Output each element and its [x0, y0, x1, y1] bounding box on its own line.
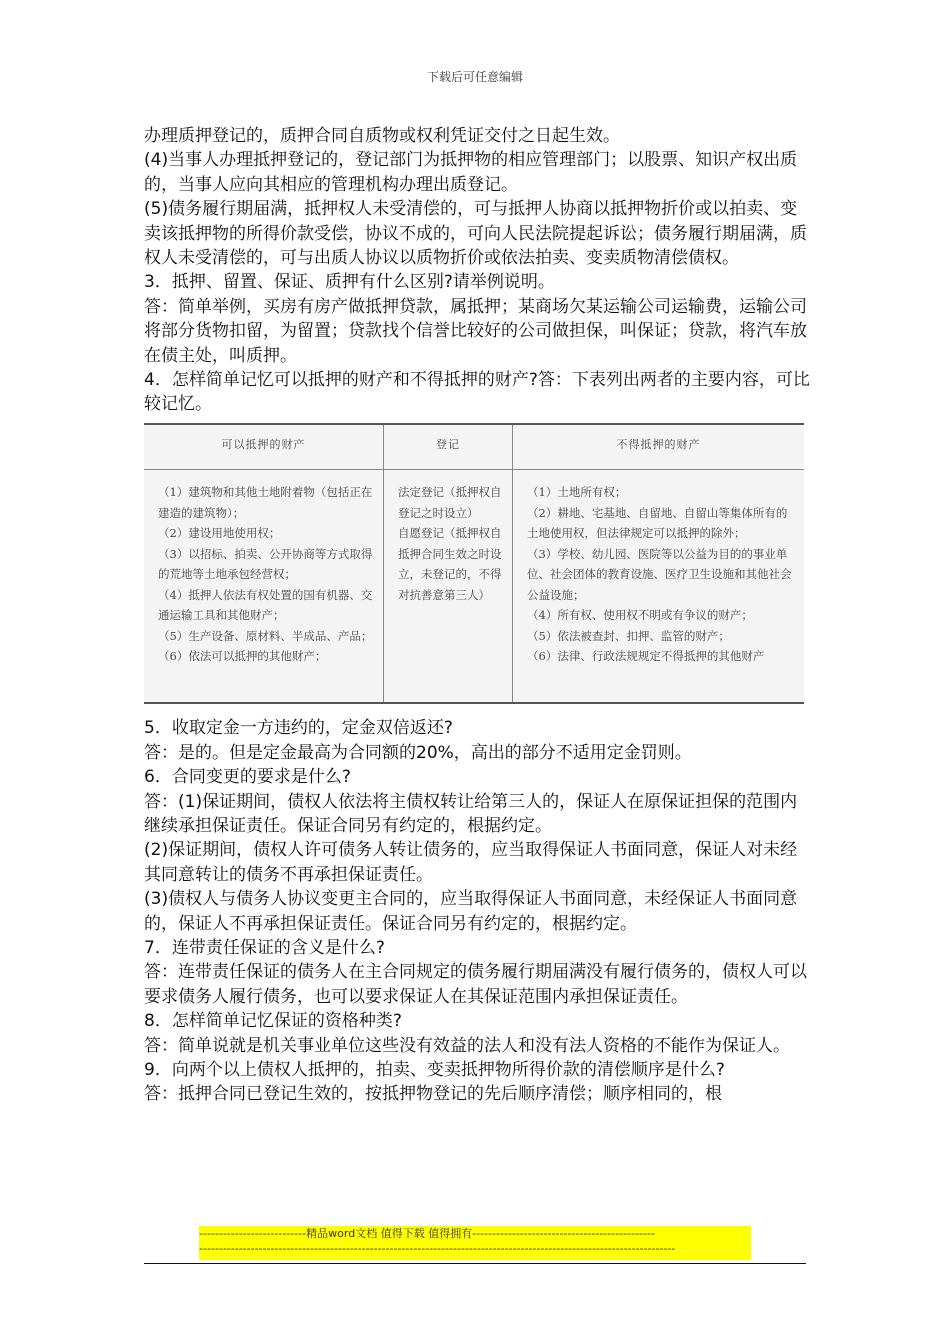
- page-header: 下载后可任意编辑: [426, 70, 523, 84]
- table-item: （6）依法可以抵押的其他财产；: [158, 649, 327, 664]
- footer-banner-line: ------------------------------------------------------------------------------------------------------------------------: [199, 1242, 676, 1255]
- footer-banner-line: ---------------------------精品word文档 值得下载 值得拥有----------------------------------------------: [199, 1227, 655, 1240]
- question-heading: 6．合同变更的要求是什么?: [144, 767, 351, 788]
- question-heading: 9．向两个以上债权人抵押的，拍卖、变卖抵押物所得价款的清偿顺序是什么?: [144, 1059, 725, 1080]
- table-cell-non-mortgageable: [512, 470, 804, 702]
- footer-banner: [199, 1226, 751, 1260]
- paragraph: 答：简单举例，买房有房产做抵押贷款，属抵押；某商场欠某运输公司运输费，运输公司将部分货物扣留，为留置；贷款找个信誉比较好的公司做担保，叫保证；贷款，将汽车放在债主处，叫质押。: [144, 296, 807, 366]
- table-header-registration: 登记: [383, 425, 512, 470]
- footer-divider: [144, 1263, 806, 1264]
- paragraph: (5)债务履行期届满，抵押权人未受清偿的，可与抵押人协商以抵押物折价或以拍卖、变卖该抵押物的所得价款受偿，协议不成的，可向人民法院提起诉讼；债务履行期届满，质权人未受清偿的，可与出质人协议以质物折价或依法拍卖、变卖质物清偿债权。: [144, 199, 807, 269]
- table-item: （2）建设用地使用权；: [158, 526, 281, 541]
- question-heading: 5．收取定金一方违约的，定金双倍返还?: [144, 718, 453, 739]
- paragraph: (4)当事人办理抵押登记的，登记部门为抵押物的相应管理部门；以股票、知识产权出质的，当事人应向其相应的管理机构办理出质登记。: [144, 150, 798, 195]
- paragraph: 答：(1)保证期间，债权人依法将主债权转让给第三人的，保证人在原保证担保的范围内继续承担保证责任。保证合同另有约定的，根据约定。: [144, 791, 798, 836]
- paragraph: (2)保证期间，债权人许可债务人转让债务的，应当取得保证人书面同意，保证人对未经其同意转让的债务不再承担保证责任。: [144, 840, 798, 885]
- table-item: （5）生产设备、原材料、半成品、产品；: [158, 628, 373, 643]
- question-heading: 7．连带责任保证的含义是什么?: [144, 937, 385, 958]
- table-item: （3）以招标、拍卖、公开协商等方式取得的荒地等土地承包经营权；: [158, 546, 373, 582]
- table-cell-registration: [383, 470, 512, 702]
- paragraph: 答：连带责任保证的债务人在主合同规定的债务履行期届满没有履行债务的，债权人可以要求债务人履行债务，也可以要求保证人在其保证范围内承担保证责任。: [144, 962, 807, 1007]
- table-item: （5）依法被查封、扣押、监管的财产；: [527, 628, 730, 643]
- table-item: （1）土地所有权；: [527, 485, 627, 500]
- paragraph: 答：简单说就是机关事业单位这些没有效益的法人和没有法人资格的不能作为保证人。: [144, 1035, 790, 1056]
- question-heading: 3．抵押、留置、保证、质押有什么区别?请举例说明。: [144, 272, 555, 293]
- table-item: 自愿登记（抵押权自抵押合同生效之时设立，未登记的，不得对抗善意第三人）: [398, 526, 502, 602]
- table-item: （6）法律、行政法规规定不得抵押的其他财产: [527, 649, 765, 664]
- document-body: [144, 124, 814, 1107]
- table-item: （1）建筑物和其他土地附着物（包括正在建造的建筑物）；: [158, 485, 373, 520]
- table-item: （4）所有权、使用权不明或有争议的财产；: [527, 608, 753, 623]
- table-item: （2）耕地、宅基地、自留地、自留山等集体所有的土地使用权，但法律规定可以抵押的除外；: [527, 505, 788, 541]
- table-item: （3）学校、幼儿园、医院等以公益为目的的事业单位、社会团体的教育设施、医疗卫生设施和其他社会公益设施；: [527, 546, 792, 602]
- table-cell-mortgageable: [144, 470, 383, 702]
- table-header-mortgageable: 可以抵押的财产: [144, 425, 383, 470]
- paragraph: (3)债权人与债务人协议变更主合同的，应当取得保证人书面同意，未经保证人书面同意的，保证人不再承担保证责任。保证合同另有约定的，根据约定。: [144, 889, 798, 934]
- paragraph: 答：抵押合同已登记生效的，按抵押物登记的先后顺序清偿；顺序相同的，根: [144, 1084, 722, 1105]
- question-heading: 4．怎样简单记忆可以抵押的财产和不得抵押的财产?答：下表列出两者的主要内容，可比较记忆。: [144, 370, 810, 415]
- table-item: 法定登记（抵押权自登记之时设立）: [398, 485, 502, 520]
- paragraph: 办理质押登记的，质押合同自质物或权利凭证交付之日起生效。: [144, 126, 620, 146]
- question-heading: 8．怎样简单记忆保证的资格种类?: [144, 1011, 402, 1032]
- table-item: （4）抵押人依法有权处置的国有机器、交通运输工具和其他财产；: [158, 587, 373, 623]
- paragraph: 答：是的。但是定金最高为合同额的20%，高出的部分不适用定金罚则。: [144, 742, 692, 763]
- table-header-non-mortgageable: 不得抵押的财产: [512, 425, 804, 470]
- mortgage-property-table: [144, 423, 804, 704]
